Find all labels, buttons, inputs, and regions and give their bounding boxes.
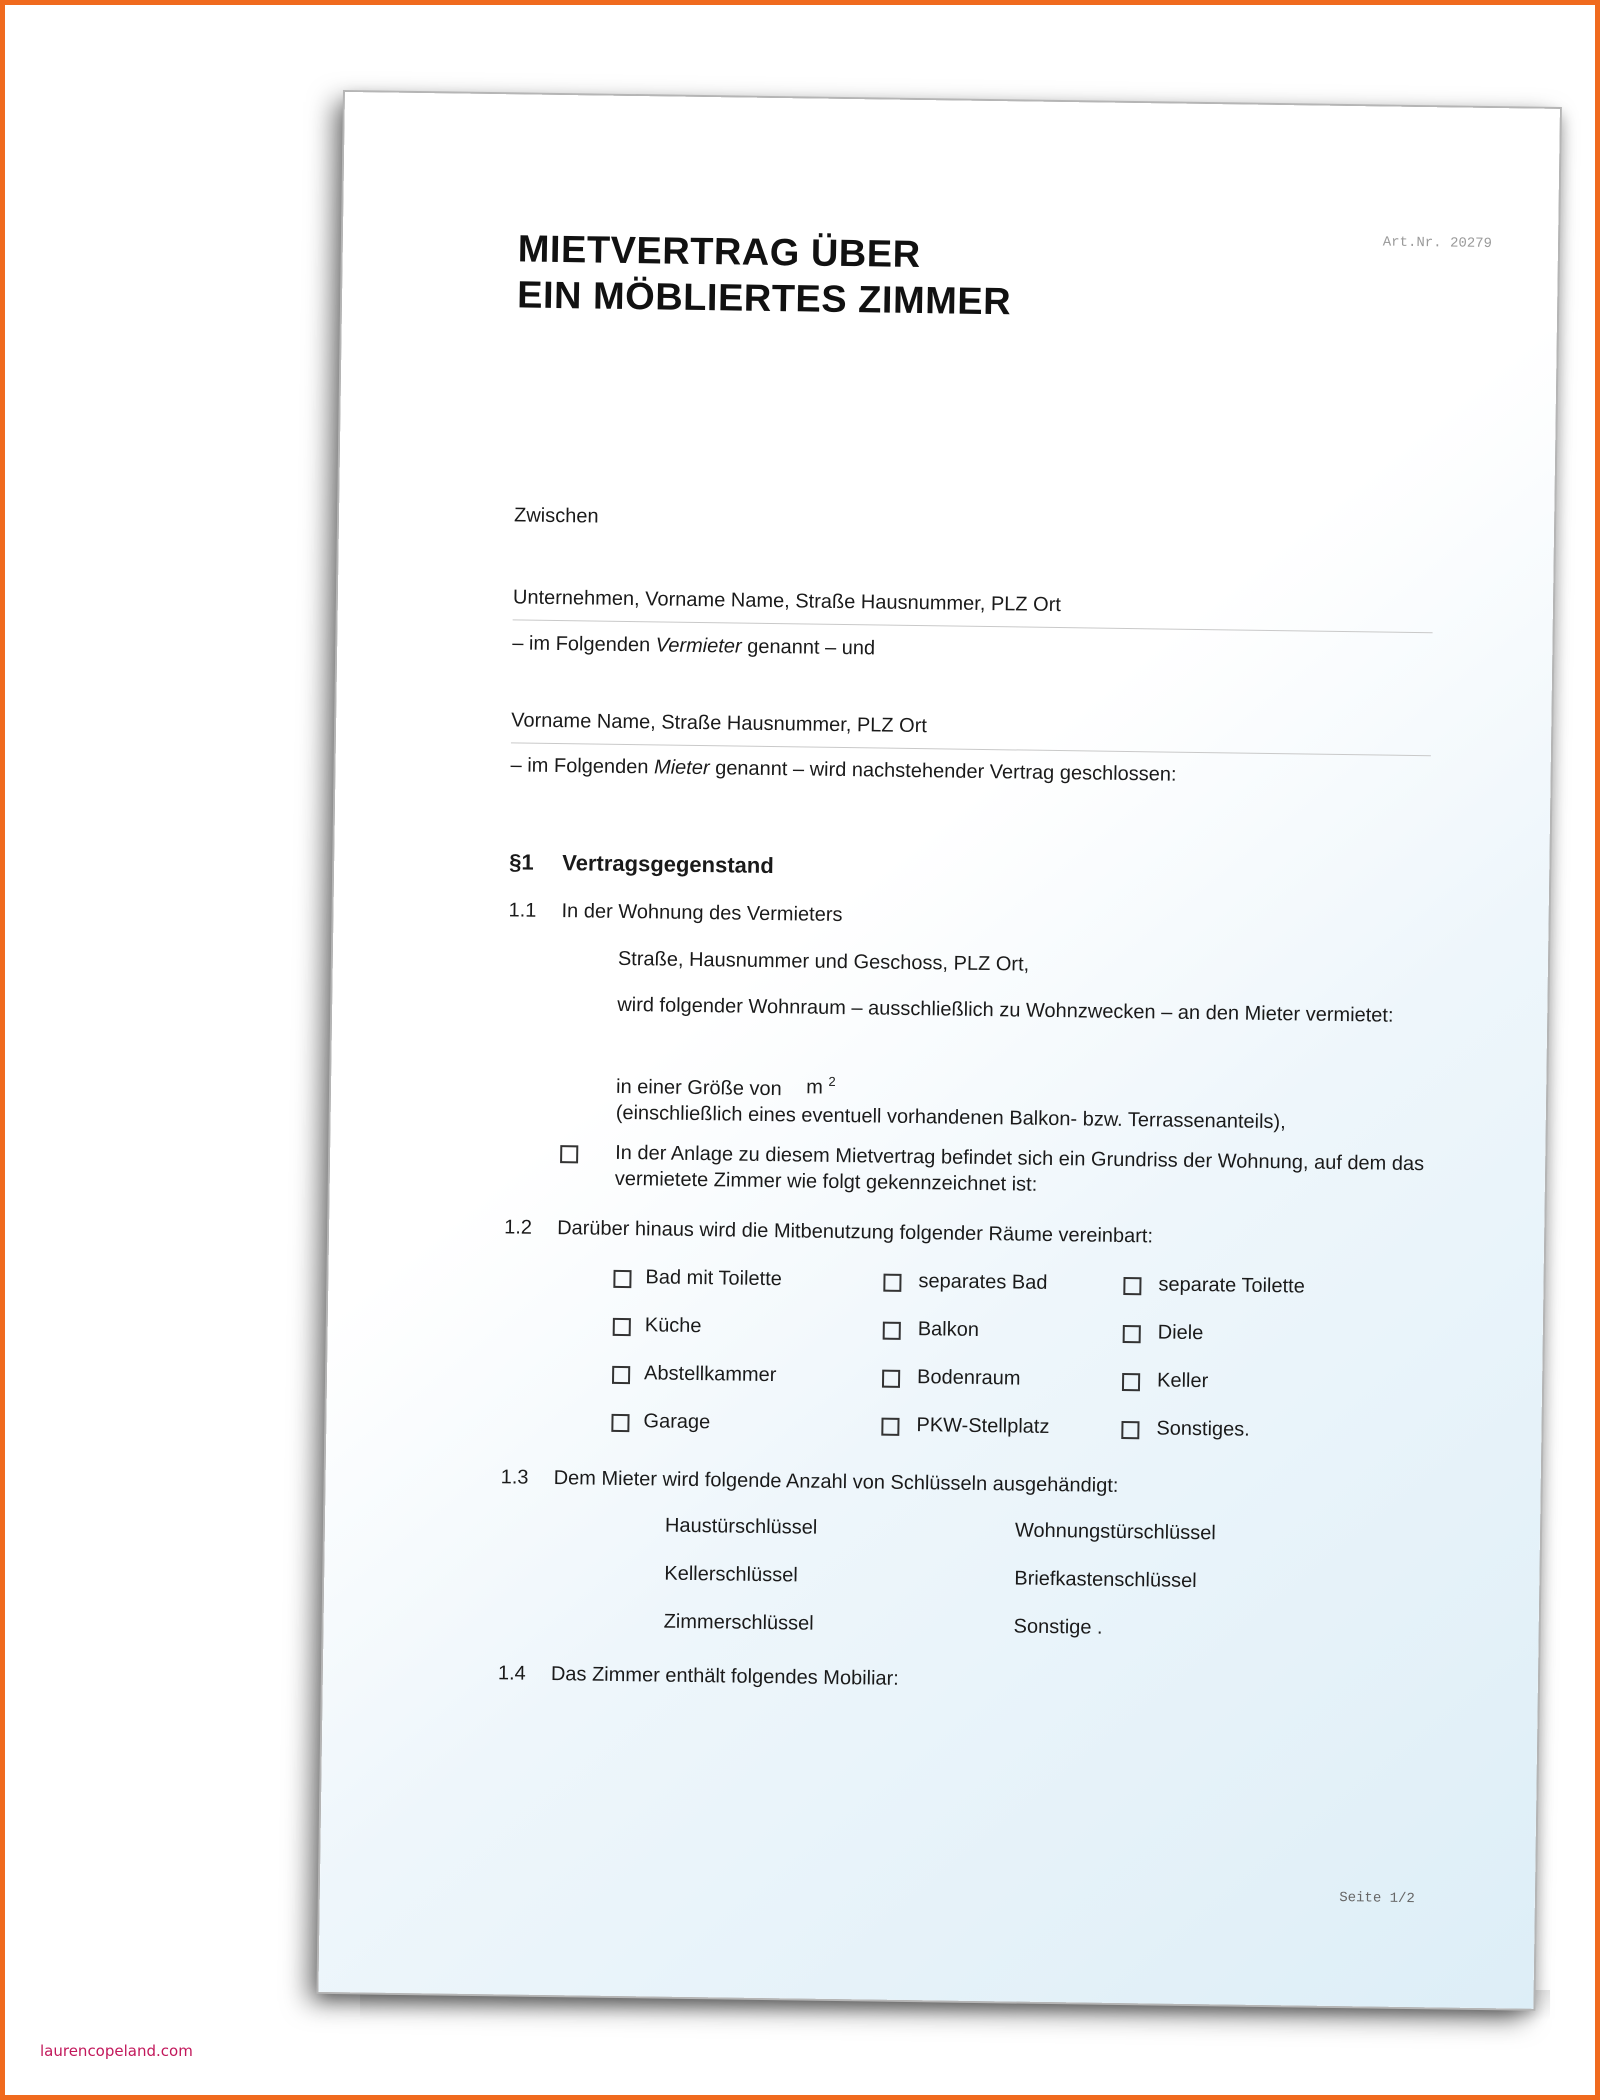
landlord-rule — [513, 619, 1433, 633]
room-checkbox-balkon[interactable] — [883, 1322, 901, 1340]
room-label: Keller — [1156, 1369, 1209, 1393]
room-checkbox-bad-mit-toilette[interactable] — [613, 1270, 631, 1288]
article-number: Art.Nr. 20279 — [1382, 234, 1493, 253]
room-label: Sonstiges. — [1156, 1417, 1250, 1441]
clause-1-1-anlage-line-1: In der Anlage zu diesem Mietvertrag befindet sich ein Grundriss der Wohnung, auf dem das — [615, 1141, 1425, 1176]
room-checkbox-garage[interactable] — [611, 1414, 629, 1432]
document-page — [318, 92, 1559, 2009]
clause-1-4-number: 1.4 — [497, 1662, 526, 1685]
tenant-rule — [511, 742, 1431, 756]
key-label: Kellerschlüssel — [664, 1562, 798, 1587]
room-label: separate Toilette — [1158, 1273, 1305, 1298]
room-checkbox-kueche[interactable] — [613, 1318, 631, 1336]
landlord-role: – im Folgenden Vermieter genannt – und — [512, 632, 876, 660]
key-label: Haustürschlüssel — [664, 1514, 818, 1539]
clause-1-3-number: 1.3 — [500, 1466, 529, 1489]
clause-1-1-balkon: (einschließlich eines eventuell vorhandenen Balkon- bzw. Terrassenanteils), — [615, 1101, 1286, 1134]
clause-1-3-text: Dem Mieter wird folgende Anzahl von Schlüsseln ausgehändigt: — [553, 1467, 1119, 1497]
clause-1-1-text: In der Wohnung des Vermieters — [561, 900, 843, 927]
tenant-address: Vorname Name, Straße Hausnummer, PLZ Ort — [511, 709, 928, 738]
room-label: Diele — [1157, 1321, 1204, 1345]
tenant-role: – im Folgenden Mieter genannt – wird nachstehender Vertrag geschlossen: — [510, 754, 1177, 786]
room-label: Bad mit Toilette — [645, 1266, 782, 1291]
clause-1-1-wohnraum: wird folgender Wohnraum – ausschließlich zu Wohnzwecken – an den Mieter vermietet: — [617, 993, 1394, 1027]
room-checkbox-separates-bad[interactable] — [883, 1274, 901, 1292]
landlord-address: Unternehmen, Vorname Name, Straße Hausnummer, PLZ Ort — [512, 586, 1062, 617]
clause-1-1-anlage-line-2: vermietete Zimmer wie folgt gekennzeichnet ist: — [614, 1167, 1038, 1196]
room-label: Bodenraum — [916, 1366, 1021, 1390]
clause-1-4-text: Das Zimmer enthält folgendes Mobiliar: — [550, 1663, 899, 1690]
document-title — [517, 226, 1012, 325]
clause-1-1-groesse: in einer Größe von — [615, 1075, 782, 1101]
watermark: laurencopeland.com — [40, 2042, 193, 2060]
room-label: separates Bad — [918, 1270, 1048, 1294]
room-checkbox-sonstiges[interactable] — [1121, 1421, 1139, 1439]
room-checkbox-keller[interactable] — [1122, 1373, 1140, 1391]
key-label: Wohnungstürschlüssel — [1014, 1519, 1216, 1545]
key-label: Sonstige . — [1013, 1615, 1103, 1639]
room-label: Garage — [643, 1410, 711, 1434]
clause-1-1-number: 1.1 — [508, 899, 537, 922]
room-label: Küche — [644, 1314, 702, 1338]
floorplan-checkbox[interactable] — [560, 1145, 578, 1163]
page-number: Seite 1/2 — [1339, 1890, 1415, 1908]
area-unit: m $^2$ — [805, 1073, 836, 1099]
room-checkbox-abstellkammer[interactable] — [612, 1366, 630, 1384]
room-label: Balkon — [917, 1318, 980, 1341]
room-checkbox-bodenraum[interactable] — [882, 1370, 900, 1388]
room-checkbox-separate-toilette[interactable] — [1123, 1277, 1141, 1295]
key-label: Briefkastenschlüssel — [1014, 1567, 1197, 1593]
title-line-1: MIETVERTRAG ÜBER — [517, 228, 921, 277]
clause-1-2-text: Darüber hinaus wird die Mitbenutzung folgender Räume vereinbart: — [557, 1217, 1154, 1248]
room-checkbox-pkw-stellplatz[interactable] — [881, 1418, 899, 1436]
clause-1-1-address: Straße, Hausnummer und Geschoss, PLZ Ort, — [617, 947, 1030, 976]
clause-1-2-number: 1.2 — [504, 1216, 533, 1239]
room-label: PKW-Stellplatz — [916, 1414, 1050, 1438]
section-1-title: Vertragsgegenstand — [562, 850, 774, 879]
section-1-number: §1 — [509, 849, 534, 875]
zwischen-label: Zwischen — [513, 504, 599, 528]
room-checkbox-diele[interactable] — [1123, 1325, 1141, 1343]
title-line-2: EIN MÖBLIERTES ZIMMER — [516, 274, 1012, 324]
key-label: Zimmerschlüssel — [663, 1610, 814, 1635]
room-label: Abstellkammer — [643, 1362, 777, 1387]
